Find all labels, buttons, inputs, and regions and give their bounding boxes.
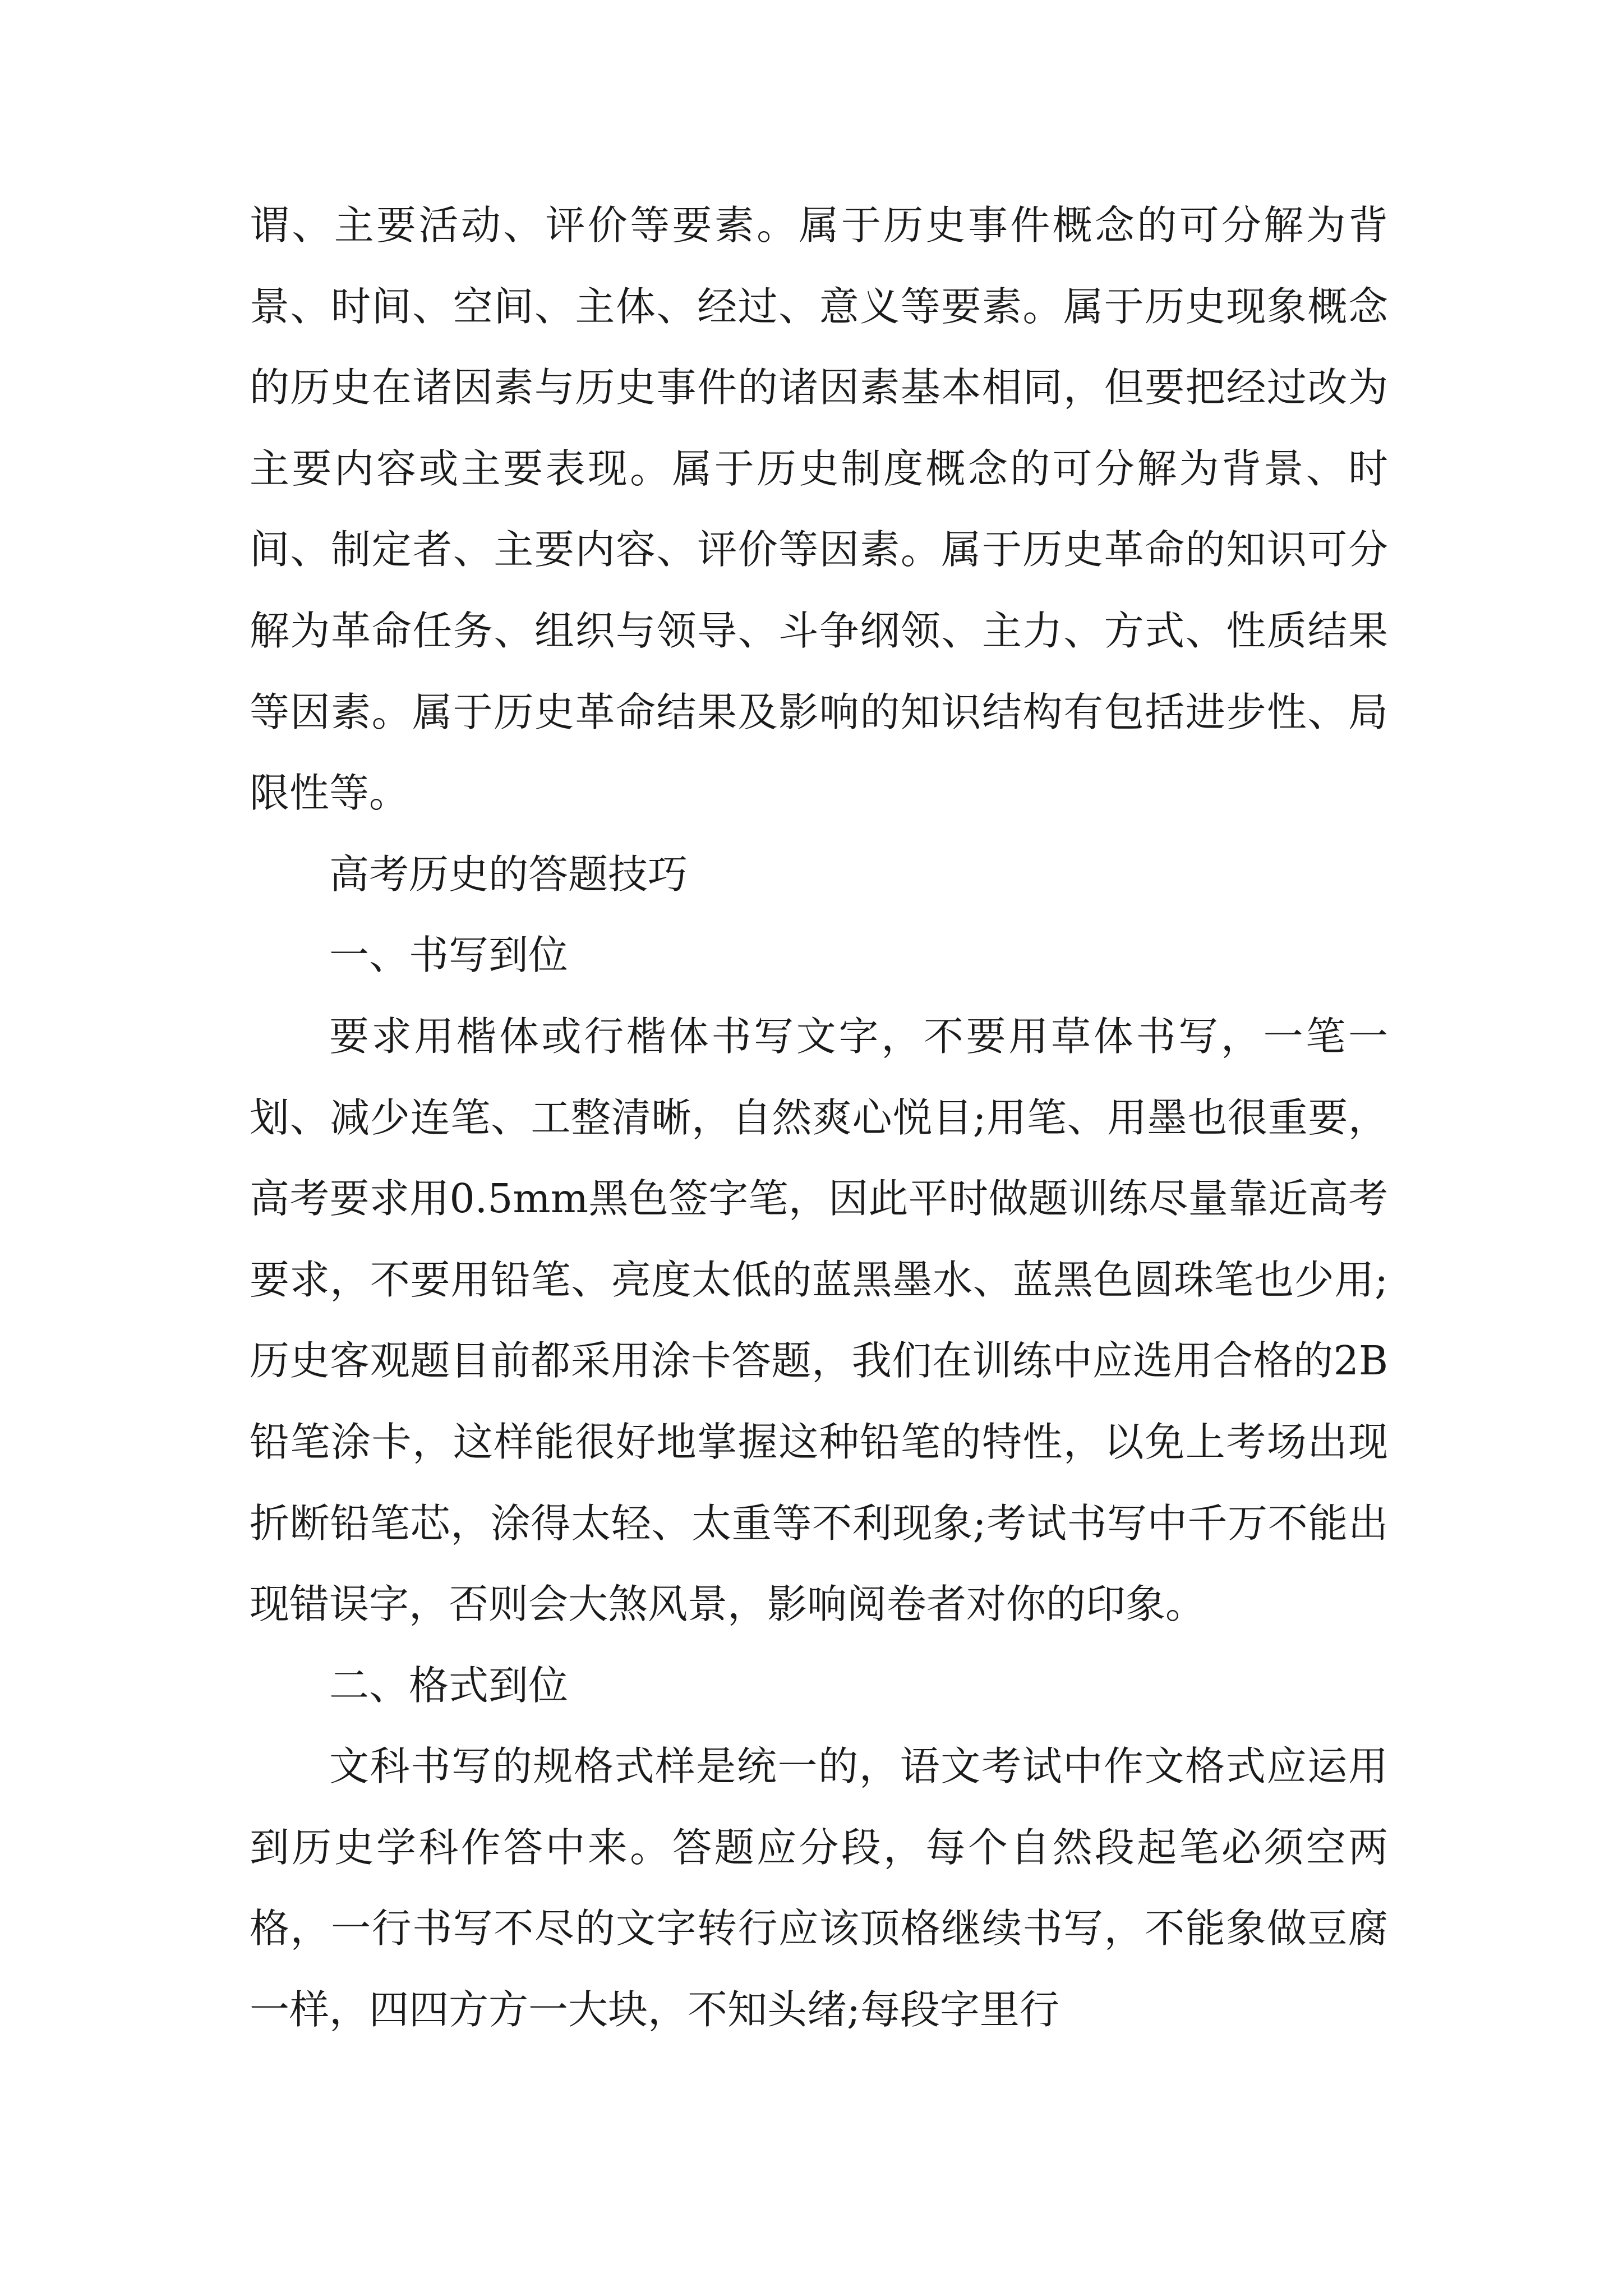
paragraph-writing: 要求用楷体或行楷体书写文字，不要用草体书写，一笔一划、减少连笔、工整清晰，自然爽心悦目;用笔、用墨也很重要，高考要求用0.5mm黑色签字笔，因此平时做题训练尽量靠近高考要求，不要用铅笔、亮度太低的蓝黑墨水、蓝黑色圆珠笔也少用;历史客观题目前都采用涂卡答题，我们在训练中应选用合格的2B铅笔涂卡，这样能很好地掌握这种铅笔的特性，以免上考场出现折断铅笔芯，涂得太轻、太重等不利现象;考试书写中千万不能出现错误字，否则会大煞风景，影响阅卷者对你的印象。 [250,1013,1388,1628]
heading-exam-techniques: 高考历史的答题技巧 [329,850,688,898]
document-page [250,185,1388,2051]
paragraph-history-concepts: 谓、主要活动、评价等要素。属于历史事件概念的可分解为背景、时间、空间、主体、经过、意义等要素。属于历史现象概念的历史在诸因素与历史事件的诸因素基本相同，但要把经过改为主要内容或主要表现。属于历史制度概念的可分解为背景、时间、制定者、主要内容、评价等因素。属于历史革命的知识可分解为革命任务、组织与领导、斗争纲领、主力、方式、性质结果等因素。属于历史革命结果及影响的知识结构有包括进步性、局限性等。 [250,202,1388,817]
heading-writing: 一、书写到位 [329,932,569,979]
paragraph-format: 文科书写的规格式样是统一的，语文考试中作文格式应运用到历史学科作答中来。答题应分段，每个自然段起笔必须空两格，一行书写不尽的文字转行应该顶格继续书写，不能象做豆腐一样，四四方方一大块，不知头绪;每段字里行 [250,1743,1388,2033]
heading-format: 二、格式到位 [329,1662,569,1709]
